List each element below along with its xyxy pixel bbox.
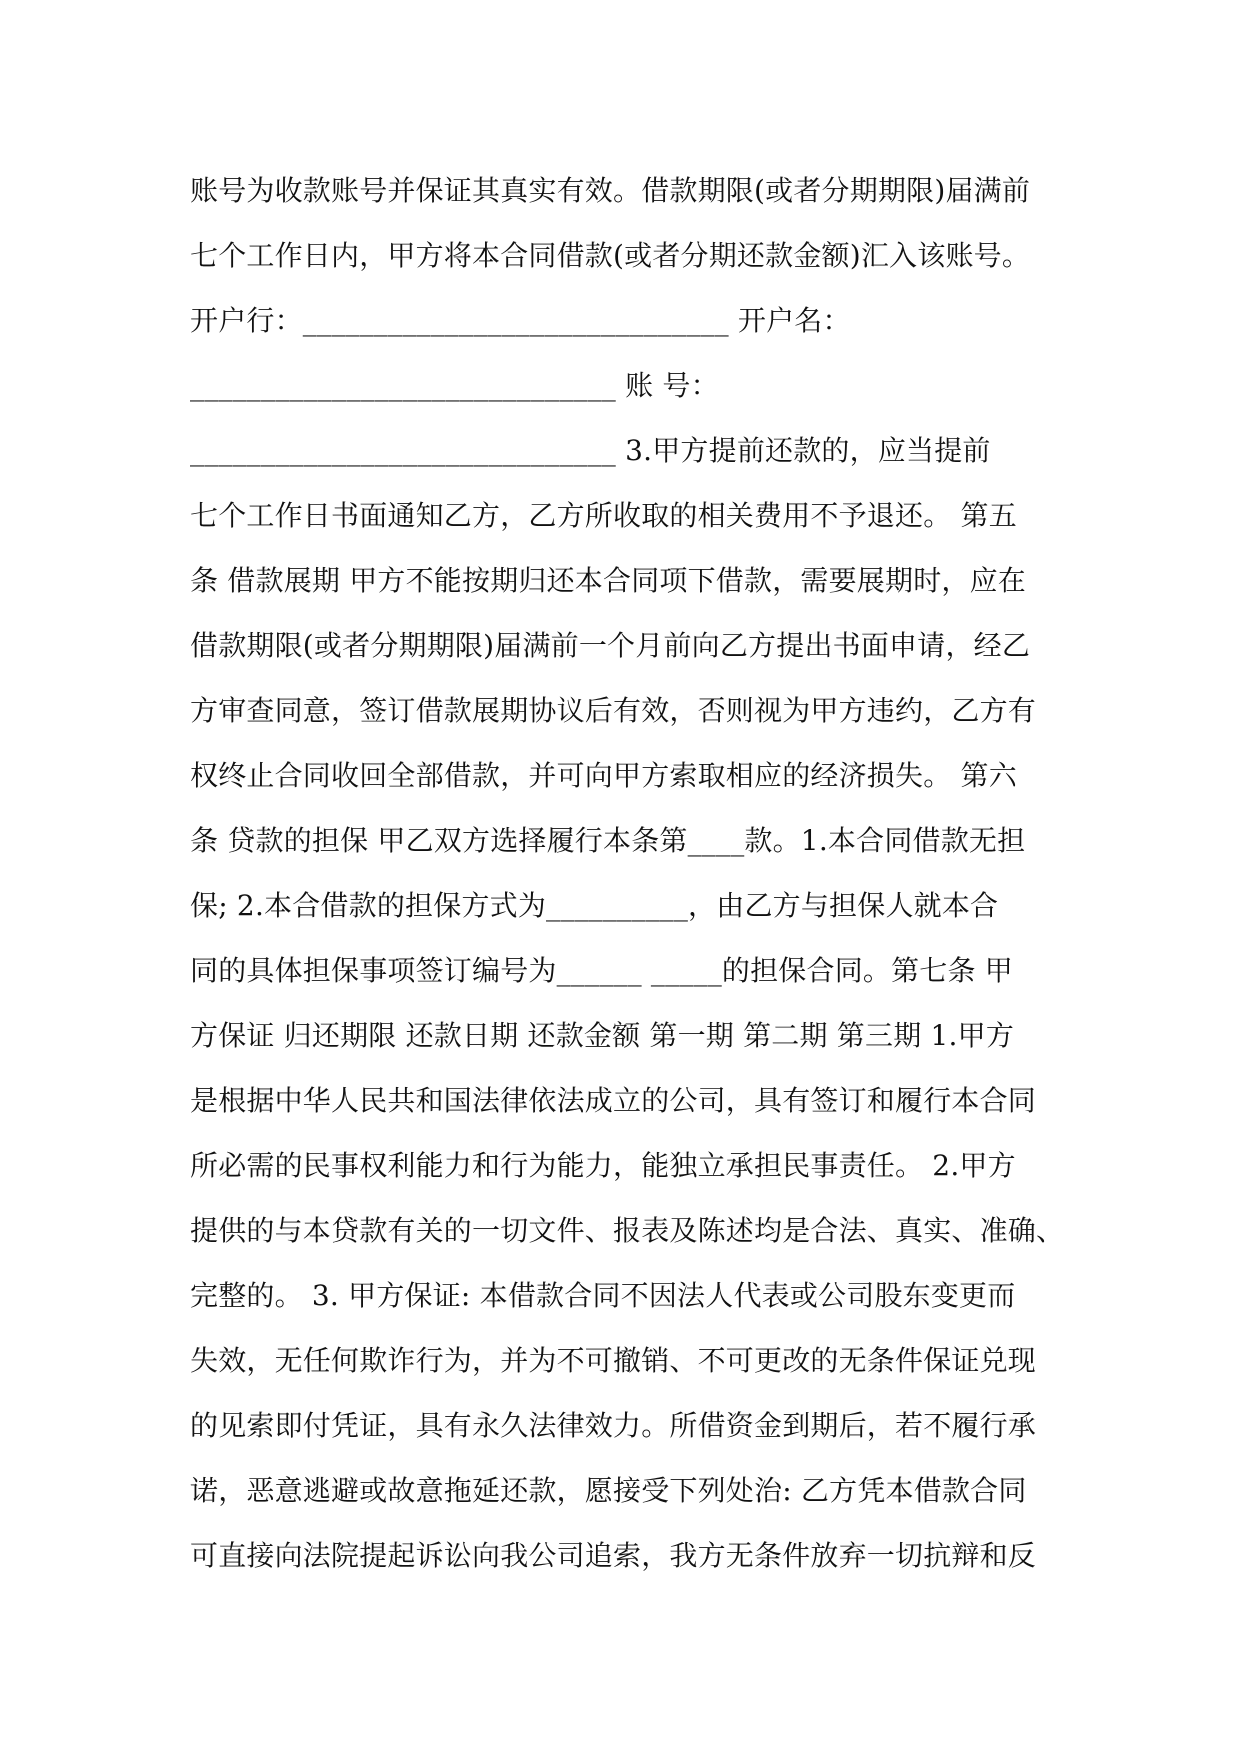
text-line-17: 提供的与本贷款有关的一切文件、报表及陈述均是合法、真实、准确、 bbox=[190, 1214, 1065, 1247]
text-line-11: 条 贷款的担保 甲乙双方选择履行本条第____款。1.本合同借款无担 bbox=[190, 824, 1026, 857]
text-line-1: 账号为收款账号并保证其真实有效。借款期限(或者分期期限)届满前 bbox=[190, 174, 1031, 207]
text-line-15: 是根据中华人民共和国法律依法成立的公司，具有签订和履行本合同 bbox=[190, 1084, 1037, 1117]
text-line-8: 借款期限(或者分期期限)届满前一个月前向乙方提出书面申请，经乙 bbox=[190, 629, 1031, 662]
text-line-9: 方审查同意，签订借款展期协议后有效，否则视为甲方违约，乙方有 bbox=[190, 694, 1037, 727]
text-line-12: 保; 2.本合借款的担保方式为__________，由乙方与担保人就本合 bbox=[190, 889, 999, 922]
text-line-2: 七个工作日内，甲方将本合同借款(或者分期还款金额)汇入该账号。 bbox=[190, 239, 1031, 272]
contract-body-text bbox=[190, 158, 1070, 1588]
text-line-14: 方保证 归还期限 还款日期 还款金额 第一期 第二期 第三期 1.甲方 bbox=[190, 1019, 1015, 1052]
text-line-6: 七个工作日书面通知乙方，乙方所收取的相关费用不予退还。 第五 bbox=[190, 499, 1017, 532]
text-line-18: 完整的。 3. 甲方保证: 本借款合同不因法人代表或公司股东变更而 bbox=[190, 1279, 1016, 1312]
text-line-7: 条 借款展期 甲方不能按期归还本合同项下借款，需要展期时，应在 bbox=[190, 564, 1027, 597]
text-line-5: ______________________________ 3.甲方提前还款的，应当提前 bbox=[190, 434, 991, 467]
text-line-20: 的见索即付凭证，具有永久法律效力。所借资金到期后，若不履行承 bbox=[190, 1409, 1037, 1442]
text-line-22: 可直接向法院提起诉讼向我公司追索，我方无条件放弃一切抗辩和反 bbox=[190, 1539, 1037, 1572]
text-line-3: 开户行：______________________________ 开户名： bbox=[190, 304, 851, 337]
text-line-16: 所必需的民事权利能力和行为能力，能独立承担民事责任。 2.甲方 bbox=[190, 1149, 1016, 1182]
text-line-4: ______________________________ 账 号： bbox=[190, 369, 719, 402]
text-line-13: 同的具体担保事项签订编号为______ _____的担保合同。第七条 甲 bbox=[190, 954, 1014, 987]
text-line-21: 诺，恶意逃避或故意拖延还款，愿接受下列处治: 乙方凭本借款合同 bbox=[190, 1474, 1027, 1507]
text-line-10: 权终止合同收回全部借款，并可向甲方索取相应的经济损失。 第六 bbox=[190, 759, 1017, 792]
text-line-19: 失效，无任何欺诈行为，并为不可撤销、不可更改的无条件保证兑现 bbox=[190, 1344, 1037, 1377]
